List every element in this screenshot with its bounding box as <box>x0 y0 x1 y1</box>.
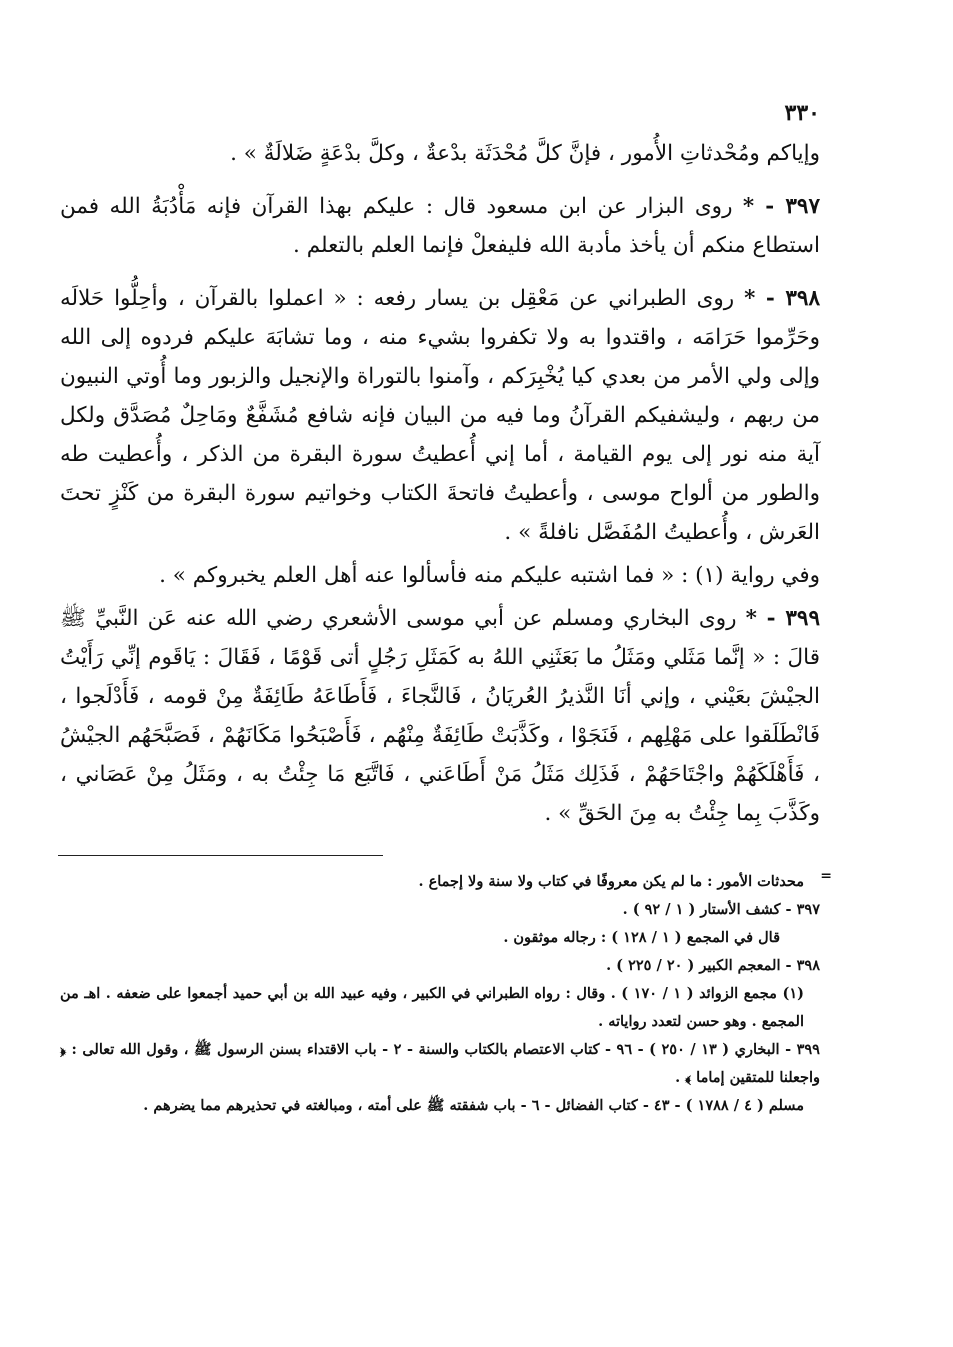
footnotes <box>60 868 832 1120</box>
hadith-text: روى الطبراني عن مَعْقِل بن يسار رفعه : « اعملوا بالقرآن ، وأحِلُّوا حَلالَه وحَرِّموا حَرَامَه ، واقتدوا به ولا تكفروا بشيء منه ، وما تشابَهَ عليكم فردوه إلى الله وإلى ولي الأمر من بعدي كيا يُخْبِرَكم ، وآمنوا بالتوراة والإنجيل والزبور وما أُوتي النبيون من ربهم ، وليشفيكم القرآنُ وما فيه من البيان فإنه شافع مُشَفَّعٌ ومَاحِلٌ مُصَدَّق ولكل آية منه نور إلى يوم القيامة ، أما إني أُعطيتُ سورة البقرة من الذكر ، وأُعطيت طه والطور من ألواح موسى ، وأعطيتُ فاتحةَ الكتاب وخواتيم سورة البقرة من كَنْزٍ تحتَ العَرش ، وأُعطيتُ المُفَصَّل نافلةً » . <box>60 286 820 545</box>
hadith-text: روى البزار عن ابن مسعود قال : عليكم بهذا القرآن فإنه مَأْدُبَةُ الله فمن استطاع منكم أن يأخذ مأدبة الله فليفعلْ فإنما العلم بالتعلم . <box>60 194 820 258</box>
footnote-continuation-mark: = <box>820 868 832 884</box>
hadith-399 <box>60 599 820 833</box>
page-number: ٣٣٠ <box>784 100 820 126</box>
hadith-number: ٣٩٧ - * <box>742 194 820 219</box>
footnote-399: ٣٩٩ - البخاري ( ١٣ / ٢٥٠ ) - ٩٦ - كتاب الاعتصام بالكتاب والسنة - ٢ - باب الاقتداء بسنن الرسول ﷺ ، وقول الله تعالى : ﴿ واجعلنا للمتقين إماما ﴾ . <box>60 1041 820 1086</box>
hadith-number: ٣٩٨ - * <box>744 286 820 311</box>
footnote-gloss: محدثات الأمور : ما لم يكن معروفًا في كتاب ولا سنة ولا إجماع . <box>418 873 804 890</box>
hadith-text: روى البخاري ومسلم عن أبي موسى الأشعري رضي الله عنه عَن النَّبيِّ ﷺ قالَ : « إنَّما مَثَلي ومَثَلُ ما بَعَثَنِي اللهُ به كَمَثَلِ رَجُلٍ أتى قَوْمًا ، فَقَالَ : يَاقَوم إنِّي رَأَيْتُ الجيْشَ بعَيْني ، وإني أنَا النَّذيرُ العُريَانُ ، فَالنَّجاءَ ، فَأَطَاعَهُ طَائِفَةٌ مِنْ قومه ، فَأَدْلَجوا ، فَانْطَلَقوا على مَهْلِهم ، فَنَجَوْا ، وكَذَّبَتْ طَائِفَةٌ مِنْهُم ، فَأَصْبَحُوا مَكَانَهُمْ ، فَصَبَّحَهُم الجيْشُ ، فَأَهْلَكَهُمْ واجْتَاحَهُمْ ، فَذَلِك مَثَلُ مَنْ أَطَاعَني ، فَاتَّبَع مَا جِئْتُ به ، ومَثَلُ مِنْ عَصَاني ، وكَذَّبَ بِما جِئْتُ به مِنَ الحَقِّ » . <box>60 606 820 826</box>
hadith-number: ٣٩٩ - * <box>745 606 821 631</box>
footnote-divider <box>58 855 383 856</box>
paragraph-continuation: وإياكم ومُحْدثاتِ الأُمور ، فإنَّ كلَّ مُحْدَثَة بدْعةٌ ، وكلَّ بدْعَةٍ ضَلالَةٌ » . <box>230 141 820 166</box>
footnote-1: (١) مجمع الزوائد ( ١ / ١٧٠ ) . وقال : رواه الطبراني في الكبير ، وفيه عبيد الله بن أبي حميد أجمعوا على ضعفه . اهـ من المجمع . وهو حسن لتعدد رواياته . <box>60 985 804 1030</box>
page <box>60 100 832 1120</box>
footnote-397: ٣٩٧ - كشف الأستار ( ١ / ٩٢ ) . <box>622 901 820 918</box>
hadith-397 <box>60 187 820 265</box>
hadith-398 <box>60 279 820 552</box>
riwaya-paragraph: وفي رواية (١) : « فما اشتبه عليكم منه فأسألوا عنه أهل العلم يخبروكم » . <box>159 563 820 588</box>
footnote-398: ٣٩٨ - المعجم الكبير ( ٢٠ / ٢٢٥ ) . <box>606 957 820 974</box>
footnote-399-muslim: مسلم ( ٤ / ١٧٨٨ ) - ٤٣ - كتاب الفضائل - ٦ - باب شفقته ﷺ على أمته ، ومبالغته في تحذيرهم مما يضرهم . <box>143 1097 804 1114</box>
footnote-397-note: قال في المجمع ( ١ / ١٢٨ ) : رجاله موثقون . <box>503 929 780 946</box>
